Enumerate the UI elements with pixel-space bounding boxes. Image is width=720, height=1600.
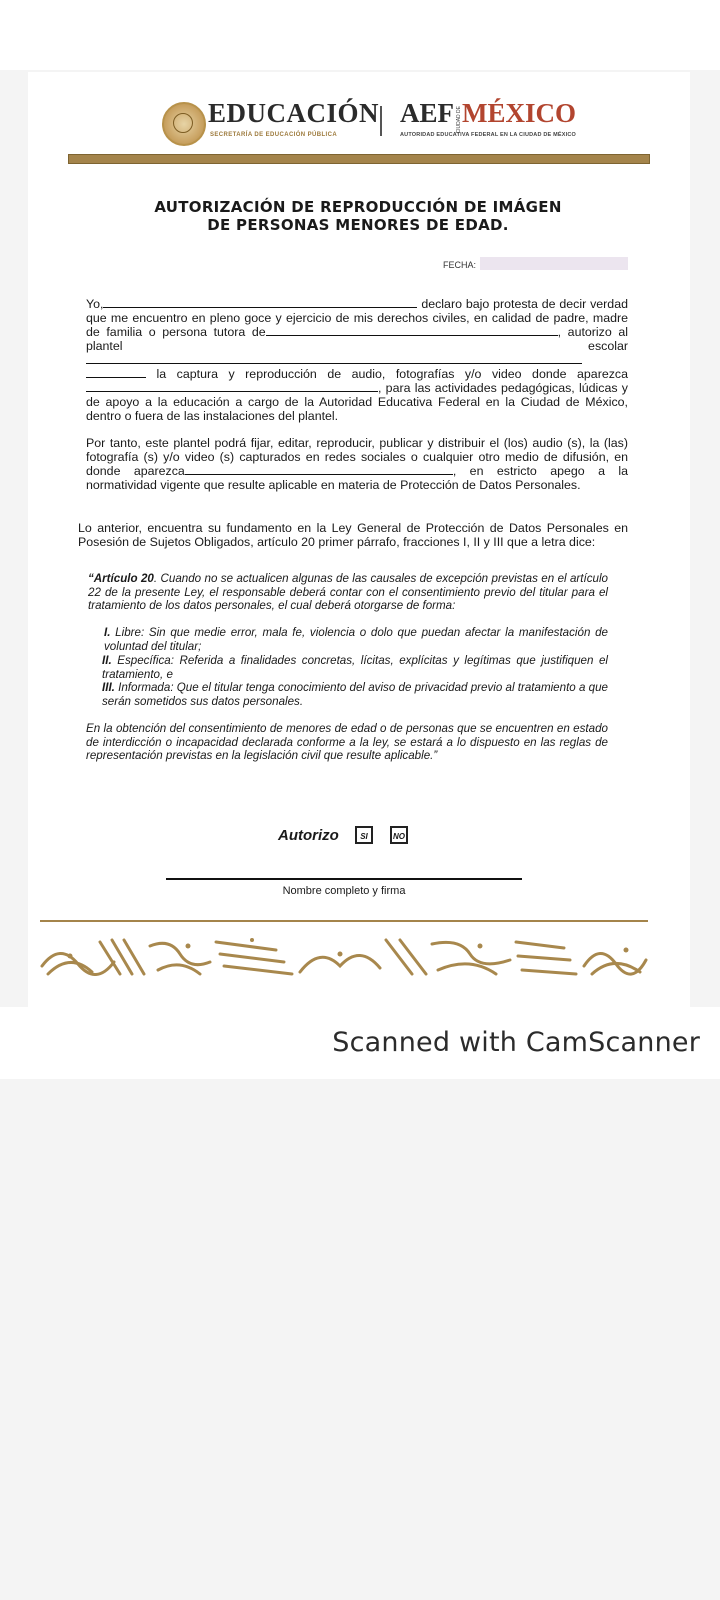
header-divider [380, 106, 382, 136]
autorizo-label: Autorizo [278, 827, 339, 844]
school-blank-line[interactable] [86, 353, 582, 364]
mexico-logo-text: MÉXICO [462, 98, 576, 128]
scanner-watermark-bar [0, 1007, 720, 1079]
header-gold-bar [68, 154, 650, 164]
signature-caption: Nombre completo y firma [282, 885, 406, 897]
paragraph-authorization: Yo, declaro bajo protesta de decir verdad que me encuentro en pleno goce y ejercicio de mis derechos civiles, en calidad de padre, madre de familia o persona tutora de , autorizo al plantel escolar la captura y reproducción de audio, fotografías y/o video donde aparezca, para las actividades pedagógicas, lúdicas y de apoyo a la educación a cargo de la Autoridad Educativa Federal en la Ciudad de México, dentro o fuera de las instalaciones del plantel. [86, 297, 628, 423]
quote-fraction-3: III. Informada: Que el titular tenga conocimiento del aviso de privacidad previo al tratamiento a que serán sometidos sus datos personales. [102, 681, 608, 708]
quote-fraction-2: II. Específica: Referida a finalidades concretas, lícitas, explícitas y legítimas que justifiquen el tratamiento, e [102, 654, 608, 681]
top-blank-area [0, 0, 720, 70]
si-checkbox[interactable]: SI [355, 826, 373, 844]
quote-minors-consent: En la obtención del consentimiento de menores de edad o de personas que se encuentren en estado de interdicción o incapacidad declarada conforme a la ley, se estará a lo dispuesto en las reglas de representación previstas en la legislación civil que resulte aplicable.” [86, 722, 608, 763]
document-title-line2: DE PERSONAS MENORES DE EDAD. [207, 216, 509, 234]
document-header [158, 98, 608, 148]
name-blank-line[interactable] [103, 297, 417, 308]
no-checkbox[interactable]: NO [390, 826, 408, 844]
paragraph-legal-basis: Lo anterior, encuentra su fundamento en la Ley General de Protección de Datos Personales en Posesión de Sujetos Obligados, artículo 20 primer párrafo, fracciones I, II y III que a letra dice: [78, 521, 628, 549]
national-seal-icon [162, 102, 206, 146]
appears-blank-line-2[interactable] [185, 464, 453, 475]
scanned-document-page [28, 72, 690, 1007]
decorative-footer-pattern [40, 936, 648, 976]
footer-gold-line [40, 920, 648, 922]
school-blank-line-cont[interactable] [86, 367, 146, 378]
quote-fraction-1: I. Libre: Sin que medie error, mala fe, violencia o dolo que puedan afectar la manifestación de voluntad del titular; [104, 626, 608, 653]
aef-subtitle: AUTORIDAD EDUCATIVA FEDERAL EN LA CIUDAD DE MÉXICO [400, 132, 577, 138]
paragraph-publication: Por tanto, este plantel podrá fijar, editar, reproducir, publicar y distribuir el (los) audio (s), la (las) fotografía (s) y/o video (s) capturados en redes sociales o cualquier otro medio de difusión, en donde aparezca , en estricto apego a la normatividad vigente que resulte aplicable en materia de Protección de Datos Personales. [86, 436, 628, 492]
signature-line[interactable] [166, 878, 522, 880]
aef-logo-text: AEF [400, 98, 454, 128]
quote-article-20: “Artículo 20. Cuando no se actualicen algunas de las causales de excepción previstas en el artículo 22 de la presente Ley, el responsable deberá contar con el consentimiento previo del titular para el tratamiento de los datos personales, el cual deberá otorgarse de forma: [88, 572, 609, 613]
camscanner-watermark: Scanned with CamScanner [332, 1027, 700, 1058]
educacion-logo-text: EDUCACIÓN [208, 98, 380, 128]
educacion-subtitle: SECRETARÍA DE EDUCACIÓN PÚBLICA [210, 132, 338, 138]
cdmx-vertical-tag: CIUDAD DE [456, 106, 462, 134]
fecha-field[interactable] [480, 257, 628, 270]
fecha-label: FECHA: [443, 260, 477, 270]
appears-blank-line[interactable] [86, 381, 378, 392]
document-title-line1: AUTORIZACIÓN DE REPRODUCCIÓN DE IMÁGEN [154, 198, 562, 216]
minor-name-blank-line[interactable] [266, 325, 558, 336]
